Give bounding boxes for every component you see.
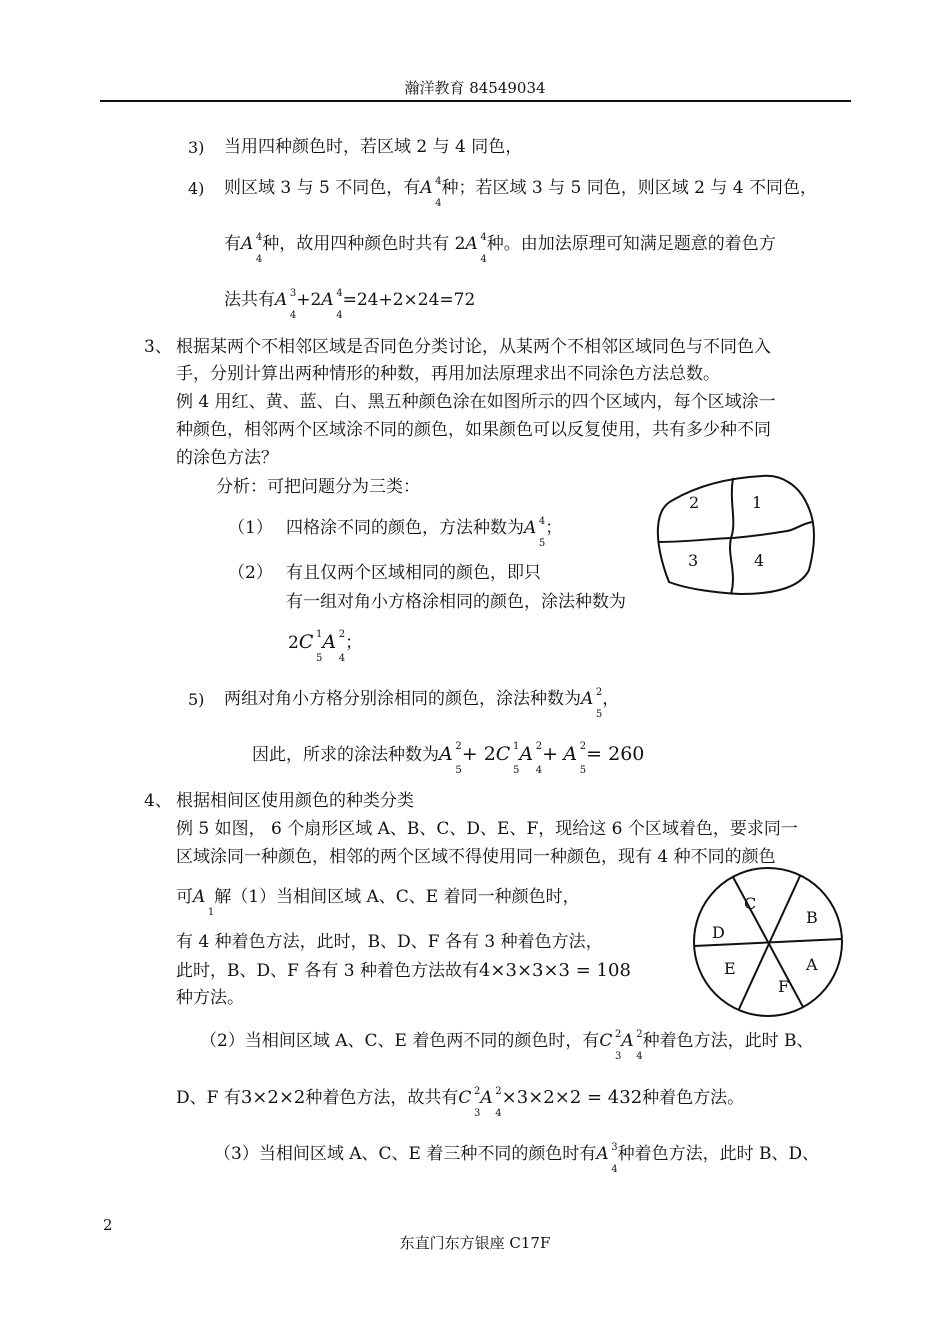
case-5-3-line-1: （3）当相间区域 A、C、E 着三种不同的颜色时有A 3 4 种着色方法，此时 B、D、 <box>214 1142 820 1175</box>
math-a-4-4: A 4 4 <box>420 176 442 209</box>
figure-divider-horizontal <box>658 522 812 542</box>
math-a-4-4: A 4 4 <box>321 288 343 321</box>
sector-label-d: D <box>712 923 725 942</box>
sector-label-a: A <box>806 955 818 974</box>
example-4-line-3: 的涂色方法？ <box>176 448 278 468</box>
example-5-line-4: 有 4 种着色方法，此时，B、D、F 各有 3 种着色方法， <box>176 932 603 952</box>
figure-outline <box>658 476 814 594</box>
page-footer: 东直门东方银座 C17F <box>399 1234 551 1252</box>
math-c-5-1: C 1 5 <box>495 741 520 776</box>
math-a-4-2: A 2 4 <box>480 1086 502 1119</box>
item-4-line-2: 有A 4 4 种，故用四种颜色时共有 2A 4 4 种。由加法原理可知满足题意的着色方 <box>224 232 776 265</box>
math-a-5-2: A 2 5 <box>439 741 462 776</box>
math-a-4-2: A 2 4 <box>621 1029 643 1062</box>
sector-label-e: E <box>724 959 736 978</box>
example-5-line-3: 可A 1 解（1）当相间区域 A、C、E 着同一种颜色时， <box>176 887 580 918</box>
section-4-number: 4、 <box>144 791 172 811</box>
example-5-line-1: 例 5 如图， 6 个扇形区域 A、B、C、D、E、F，现给这 6 个区域着色，要求同一 <box>176 819 798 839</box>
case-1-number: （1） <box>228 518 273 538</box>
page-header: 瀚洋教育 84549034 <box>404 79 546 97</box>
example-5-line-5: 此时，B、D、F 各有 3 种着色方法故有4×3×3×3 = 108 <box>176 960 631 981</box>
example-5-line-6: 种方法。 <box>176 988 244 1008</box>
math-a-4-3: A 3 4 <box>275 288 297 321</box>
math-c-5-1: C 1 5 <box>298 629 323 664</box>
case-2-line-2: 有一组对角小方格涂相同的颜色，涂法种数为 <box>286 592 626 612</box>
example-4-line-1: 例 4 用红、黄、蓝、白、黑五种颜色涂在如图所示的四个区域内，每个区域涂一 <box>176 392 776 412</box>
section-3-line-1: 根据某两个不相邻区域是否同色分类讨论，从某两个不相邻区域同色与不同色入 <box>176 337 771 357</box>
case-5-2-line-1: （2）当相间区域 A、C、E 着色两不同的颜色时，有C 2 3 A 2 4 种着色方法，此时 B、 <box>200 1029 814 1062</box>
section-3-line-2: 手，分别计算出两种情形的种数，再用加法原理求出不同涂色方法总数。 <box>176 364 720 384</box>
math-a-4-3: A 3 4 <box>596 1142 618 1175</box>
header-rule <box>100 100 851 102</box>
item-5-number: 5) <box>188 690 205 709</box>
section-4-title: 根据相间区使用颜色的种类分类 <box>176 791 414 811</box>
region-label-1: 1 <box>752 493 763 512</box>
example-5-line-2: 区域涂同一种颜色，相邻的两个区域不得使用同一种颜色，现有 4 种不同的颜色 <box>176 847 776 867</box>
region-label-3: 3 <box>688 551 699 570</box>
math-a-5-2: A 2 5 <box>563 741 587 776</box>
four-region-figure <box>657 472 817 592</box>
item-4-number: 4) <box>188 179 205 198</box>
region-label-4: 4 <box>754 551 765 570</box>
math-c-3-2: C 2 3 <box>458 1086 481 1119</box>
sector-label-c: C <box>744 894 757 913</box>
six-sector-circle-figure <box>692 866 848 1022</box>
sector-label-f: F <box>778 977 790 996</box>
math-a-4-2: A 2 4 <box>322 629 346 664</box>
item-3-text: 当用四种颜色时，若区域 2 与 4 同色， <box>224 137 523 157</box>
case-5-2-line-2: D、F 有3×2×2种着色方法，故共有C 2 3 A 2 4 ×3×2×2 = 432种着色方法。 <box>176 1086 745 1119</box>
item-5-text: 两组对角小方格分别涂相同的颜色，涂法种数为A 2 5 ， <box>224 687 620 720</box>
analysis-heading: 分析：可把问题分为三类： <box>216 477 420 497</box>
region-label-2: 2 <box>689 493 700 512</box>
case-2-line-1: 有且仅两个区域相同的颜色，即只 <box>286 563 541 583</box>
math-a-5-4: A 4 5 <box>524 516 546 549</box>
case-2-formula: 2C 1 5 A 2 4 ； <box>288 629 363 664</box>
item-4-line-1: 则区域 3 与 5 不同色，有A 4 4 种；若区域 3 与 5 同色，则区域 2 与 4 不同色， <box>224 176 818 209</box>
figure-divider-vertical <box>730 478 733 594</box>
section-3-number: 3、 <box>144 337 172 357</box>
math-c-3-2: C 2 3 <box>599 1029 622 1062</box>
math-a-1: A 1 <box>193 887 215 918</box>
example-4-line-2: 种颜色，相邻两个区域涂不同的颜色，如果颜色可以反复使用，共有多少种不同 <box>176 420 771 440</box>
math-a-4-2: A 2 4 <box>519 741 543 776</box>
sector-label-b: B <box>806 908 818 927</box>
math-a-5-2: A 2 5 <box>581 687 603 720</box>
conclusion-line: 因此，所求的涂法种数为A 2 5 + 2C 1 5 A 2 4 + A 2 5 = 260 <box>252 741 645 776</box>
item-3-number: 3) <box>188 138 205 157</box>
math-a-4-4: A 4 4 <box>241 232 263 265</box>
math-a-4-4: A 4 4 <box>465 232 487 265</box>
page-number: 2 <box>103 1216 113 1234</box>
item-4-line-3: 法共有A 3 4 +2A 4 4 =24+2×24=72 <box>224 288 476 321</box>
case-2-number: （2） <box>228 563 273 583</box>
case-1-text: 四格涂不同的颜色，方法种数为A 4 5 ； <box>286 516 563 549</box>
